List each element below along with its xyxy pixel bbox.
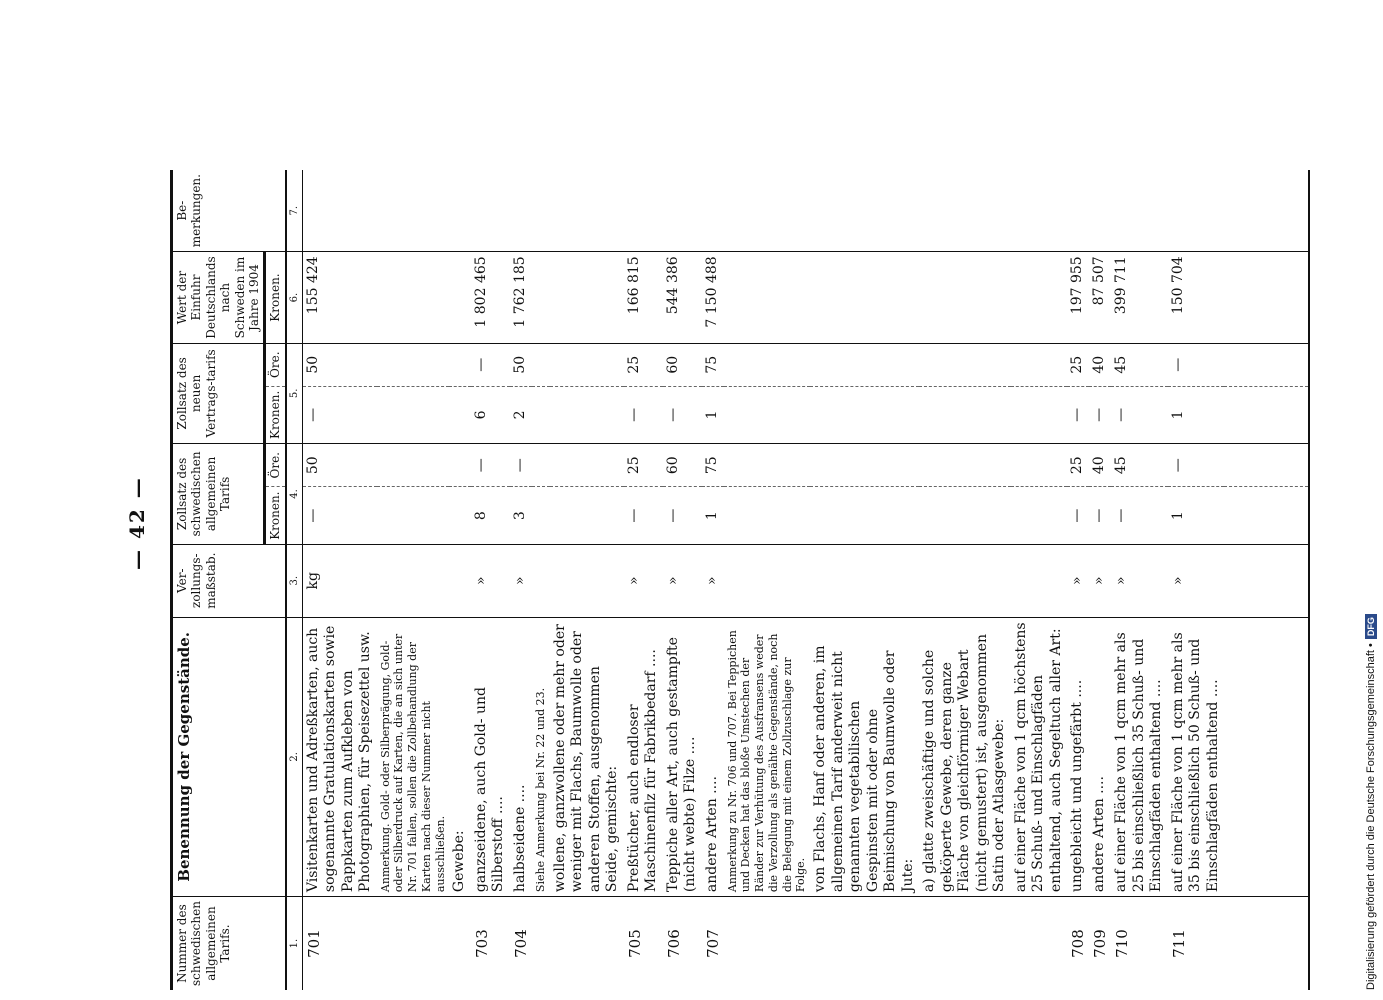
general-kronen-cell: — (624, 487, 663, 544)
tariff-number-cell (724, 897, 811, 990)
import-value-cell: 87 507 (1089, 252, 1111, 343)
import-value-cell (919, 252, 1011, 343)
general-kronen-cell: — (1111, 487, 1168, 544)
contract-kronen-cell (449, 386, 471, 443)
contract-kronen-cell: 1 (702, 386, 724, 443)
tariff-number-cell: 709 (1091, 929, 1110, 958)
contract-kronen-cell: — (624, 386, 663, 443)
table-row (449, 170, 471, 990)
contract-ore-cell: 40 (1089, 343, 1111, 386)
remarks-cell (302, 170, 377, 252)
description-cell: andere Arten .... (702, 617, 724, 896)
general-kronen-cell (449, 487, 471, 544)
column-number: 7. (286, 170, 303, 252)
subheader-kronen: Kronen. (265, 487, 286, 544)
tariff-number-cell (550, 897, 624, 990)
unit-cell: » (1111, 544, 1168, 617)
table-row (1111, 170, 1168, 990)
table-header-row (172, 170, 265, 990)
contract-kronen-cell (532, 386, 550, 443)
general-kronen-cell: 1 (1168, 487, 1225, 544)
remarks-cell (1111, 170, 1168, 252)
unit-cell (919, 544, 1011, 617)
general-kronen-cell (724, 487, 811, 544)
contract-kronen-cell: — (302, 386, 377, 443)
unit-cell: » (471, 544, 510, 617)
import-value-cell: 1 762 185 (510, 252, 532, 343)
description-cell: auf einer Fläche von 1 qcm mehr als 25 bis einschließlich 35 Schuß- und Einschlagfäden enthaltend .... (1111, 617, 1168, 896)
table-row (1067, 170, 1089, 990)
table-row (810, 170, 919, 990)
contract-ore-cell: 25 (624, 343, 663, 386)
empty-cell (1224, 544, 1309, 617)
table-row (663, 170, 702, 990)
column-number-row (286, 170, 303, 990)
contract-kronen-cell: 2 (510, 386, 532, 443)
table-row (702, 170, 724, 990)
contract-kronen-cell: 6 (471, 386, 510, 443)
empty-cell (1224, 343, 1309, 386)
empty-cell (1224, 386, 1309, 443)
general-kronen-cell (377, 487, 450, 544)
contract-kronen-cell (919, 386, 1011, 443)
import-value-cell (532, 252, 550, 343)
dfg-logo: DFG (1365, 614, 1377, 639)
remarks-cell (550, 170, 624, 252)
contract-ore-cell (377, 343, 450, 386)
table-end-row (1224, 170, 1309, 990)
import-value-cell: 155 424 (302, 252, 377, 343)
general-ore-cell: 75 (702, 444, 724, 487)
table-row (510, 170, 532, 990)
table-row (532, 170, 550, 990)
general-ore-cell: 45 (1111, 444, 1168, 487)
tariff-number-cell: 701 (304, 929, 323, 958)
tariff-number-cell: 706 (664, 929, 683, 958)
contract-kronen-cell (377, 386, 450, 443)
general-ore-cell: — (510, 444, 532, 487)
empty-cell (1224, 897, 1309, 990)
import-value-cell (810, 252, 919, 343)
general-ore-cell (377, 444, 450, 487)
contract-ore-cell (532, 343, 550, 386)
contract-ore-cell: 45 (1111, 343, 1168, 386)
import-value-cell: 7 150 488 (702, 252, 724, 343)
tariff-number-cell: 704 (511, 929, 530, 958)
general-kronen-cell: — (663, 487, 702, 544)
description-cell: ungebleicht und ungefärbt .... (1067, 617, 1089, 896)
tariff-number-cell: 705 (625, 929, 644, 958)
remarks-cell (1011, 170, 1068, 252)
empty-cell (1224, 444, 1309, 487)
remarks-cell (1067, 170, 1089, 252)
remarks-cell (377, 170, 450, 252)
unit-cell (810, 544, 919, 617)
general-ore-cell (449, 444, 471, 487)
general-kronen-cell: — (302, 487, 377, 544)
table-row (624, 170, 663, 990)
page-number: — 42 — (125, 476, 149, 570)
remarks-cell (919, 170, 1011, 252)
remarks-cell (532, 170, 550, 252)
general-ore-cell: — (471, 444, 510, 487)
subheader-kronen: Kronen. (265, 252, 286, 343)
contract-ore-cell: 25 (1067, 343, 1089, 386)
unit-cell: » (624, 544, 663, 617)
header-tariff-number: Nummer des schwedischen allgemeinen Tarifs. (172, 897, 286, 990)
description-cell: a) glatte zweischäftige und solche geköperte Gewebe, deren ganze Fläche von gleichförmiger Webart (nicht gemustert) ist, ausgenommen Satin oder Atlasgewebe: (919, 617, 1011, 896)
header-description: Benennung der Gegenstände. (172, 617, 286, 896)
contract-kronen-cell (1011, 386, 1068, 443)
contract-ore-cell: — (1168, 343, 1225, 386)
tariff-number-cell (377, 897, 450, 990)
column-number: 6. (286, 252, 303, 343)
table-body (302, 170, 1309, 990)
column-number: 2. (286, 617, 303, 896)
contract-ore-cell (550, 343, 624, 386)
unit-cell (532, 544, 550, 617)
table-row (919, 170, 1011, 990)
unit-cell (377, 544, 450, 617)
subheader-ore: Öre. (265, 343, 286, 386)
general-kronen-cell: 3 (510, 487, 532, 544)
tariff-table (170, 170, 1310, 990)
tariff-number-cell: 708 (1069, 929, 1088, 958)
description-cell: andere Arten .... (1089, 617, 1111, 896)
unit-cell (1011, 544, 1068, 617)
contract-ore-cell: 50 (510, 343, 532, 386)
header-remarks: Be-merkungen. (172, 170, 286, 252)
empty-cell (1224, 487, 1309, 544)
table-row (1011, 170, 1068, 990)
tariff-number-cell (449, 897, 471, 990)
unit-cell (449, 544, 471, 617)
description-cell: ganzseidene, auch Gold- und Silberstoff .... (471, 617, 510, 896)
sidebar-credit-text: Digitalisierung gefördert durch die Deutsche Forschungsgemeinschaft • (1365, 643, 1377, 990)
contract-ore-cell: 60 (663, 343, 702, 386)
general-ore-cell (919, 444, 1011, 487)
tariff-number-cell: 703 (472, 929, 491, 958)
table-row (377, 170, 450, 990)
general-ore-cell (1011, 444, 1068, 487)
description-cell: auf einer Fläche von 1 qcm mehr als 35 bis einschließlich 50 Schuß- und Einschlagfäden enthaltend .... (1168, 617, 1225, 896)
contract-ore-cell (919, 343, 1011, 386)
description-cell: halbseidene .... (510, 617, 532, 896)
unit-cell: » (663, 544, 702, 617)
contract-kronen-cell: — (1067, 386, 1089, 443)
import-value-cell (724, 252, 811, 343)
description-cell: Gewebe: (449, 617, 471, 896)
contract-kronen-cell: — (1111, 386, 1168, 443)
column-number: 4. (286, 444, 303, 545)
description-cell: Anmerkung zu Nr. 706 und 707. Bei Teppichen und Decken hat das bloße Umstechen der Ränder zur Verhütung des Ausfransens weder die Verzollung als genähte Gegenstände, noch die Belegung mit einem Zollzuschlage zur Folge. (724, 617, 811, 896)
description-cell: Visitenkarten und Adreßkarten, auch sogenannte Gratulationskarten sowie Pappkarten zum Aufkleben von Photographien, für Speisezettel usw. (302, 617, 377, 896)
table-row (550, 170, 624, 990)
general-kronen-cell (919, 487, 1011, 544)
general-kronen-cell: — (1089, 487, 1111, 544)
rotated-document-page (125, 120, 1360, 990)
contract-ore-cell (810, 343, 919, 386)
description-cell: von Flachs, Hanf oder anderen, im allgemeinen Tarif anderweit nicht genannten vegetabilischen Gespinsten mit oder ohne Beimischung von Baumwolle oder Jute: (810, 617, 919, 896)
contract-ore-cell (724, 343, 811, 386)
description-cell: auf einer Fläche von 1 qcm höchstens 25 Schuß- und Einschlagfäden enthaltend, auch Segeltuch aller Art: (1011, 617, 1068, 896)
column-number: 1. (286, 897, 303, 990)
tariff-number-cell: 707 (703, 929, 722, 958)
header-import-value: Wert der Einfuhr Deutschlands nach Schweden im Jahre 1904 (172, 252, 265, 343)
unit-cell (724, 544, 811, 617)
unit-cell: » (702, 544, 724, 617)
description-cell: Preßtücher, auch endloser Maschinenfilz für Fabrikbedarf .... (624, 617, 663, 896)
description-cell: Teppiche aller Art, auch gestampfte (nicht webte) Filze .... (663, 617, 702, 896)
subheader-ore: Öre. (265, 444, 286, 487)
description-cell: Anmerkung. Gold- oder Silberprägung, Gold- oder Silberdruck auf Karten, die an sich unter Nr. 701 fallen, sollen die Zollbehandlung der Karten nach dieser Nummer nicht ausschließen. (377, 617, 450, 896)
general-ore-cell: 40 (1089, 444, 1111, 487)
import-value-cell: 1 802 465 (471, 252, 510, 343)
remarks-cell (449, 170, 471, 252)
unit-cell: » (1067, 544, 1089, 617)
unit-cell (550, 544, 624, 617)
empty-cell (1224, 252, 1309, 343)
general-ore-cell (810, 444, 919, 487)
general-ore-cell: 60 (663, 444, 702, 487)
subheader-kronen: Kronen. (265, 386, 286, 443)
column-number: 3. (286, 544, 303, 617)
tariff-number-cell (1011, 897, 1068, 990)
contract-ore-cell: 75 (702, 343, 724, 386)
empty-cell (1224, 617, 1309, 896)
contract-kronen-cell (550, 386, 624, 443)
contract-kronen-cell: 1 (1168, 386, 1225, 443)
tariff-number-cell (532, 897, 550, 990)
contract-ore-cell (1011, 343, 1068, 386)
contract-kronen-cell: — (663, 386, 702, 443)
tariff-number-cell (810, 897, 919, 990)
description-cell: Siehe Anmerkung bei Nr. 22 und 23. (532, 617, 550, 896)
import-value-cell: 150 704 (1168, 252, 1225, 343)
import-value-cell (377, 252, 450, 343)
remarks-cell (663, 170, 702, 252)
remarks-cell (624, 170, 663, 252)
contract-ore-cell: — (471, 343, 510, 386)
description-cell: wollene, ganzwollene oder mehr oder weniger mit Flachs, Baumwolle oder anderen Stoffen, ausgenommen Seide, gemischte: (550, 617, 624, 896)
table-row (724, 170, 811, 990)
import-value-cell (449, 252, 471, 343)
remarks-cell (1089, 170, 1111, 252)
contract-ore-cell: 50 (302, 343, 377, 386)
general-ore-cell (532, 444, 550, 487)
tariff-number-cell: 711 (1169, 929, 1188, 958)
general-kronen-cell (550, 487, 624, 544)
tariff-number-cell (919, 897, 1011, 990)
column-number: 5. (286, 343, 303, 443)
remarks-cell (810, 170, 919, 252)
header-unit: Ver-zollungs-maßstab. (172, 544, 286, 617)
general-kronen-cell: 8 (471, 487, 510, 544)
unit-cell: kg (302, 544, 377, 617)
unit-cell: » (1168, 544, 1225, 617)
import-value-cell: 197 955 (1067, 252, 1089, 343)
import-value-cell (550, 252, 624, 343)
general-ore-cell: 25 (624, 444, 663, 487)
general-ore-cell: — (1168, 444, 1225, 487)
import-value-cell: 166 815 (624, 252, 663, 343)
empty-cell (1224, 170, 1309, 252)
tariff-number-cell: 710 (1113, 929, 1132, 958)
general-kronen-cell (810, 487, 919, 544)
remarks-cell (510, 170, 532, 252)
remarks-cell (471, 170, 510, 252)
general-ore-cell: 50 (302, 444, 377, 487)
contract-ore-cell (449, 343, 471, 386)
contract-kronen-cell (724, 386, 811, 443)
general-ore-cell (550, 444, 624, 487)
table-row (1168, 170, 1225, 990)
sidebar-credit (1365, 0, 1377, 990)
header-general-tariff: Zollsatz des schwedischen allgemeinen Tarifs (172, 444, 265, 545)
general-ore-cell (724, 444, 811, 487)
import-value-cell (1011, 252, 1068, 343)
contract-kronen-cell: — (1089, 386, 1111, 443)
unit-cell: » (1089, 544, 1111, 617)
table-row (1089, 170, 1111, 990)
remarks-cell (702, 170, 724, 252)
general-kronen-cell (532, 487, 550, 544)
header-contract-tariff: Zollsatz des neuen Vertrags-tarifs (172, 343, 265, 443)
general-ore-cell: 25 (1067, 444, 1089, 487)
table-row (471, 170, 510, 990)
unit-cell: » (510, 544, 532, 617)
contract-kronen-cell (810, 386, 919, 443)
import-value-cell: 544 386 (663, 252, 702, 343)
general-kronen-cell (1011, 487, 1068, 544)
table-row (302, 170, 377, 990)
import-value-cell: 399 711 (1111, 252, 1168, 343)
general-kronen-cell: 1 (702, 487, 724, 544)
remarks-cell (1168, 170, 1225, 252)
general-kronen-cell: — (1067, 487, 1089, 544)
remarks-cell (724, 170, 811, 252)
